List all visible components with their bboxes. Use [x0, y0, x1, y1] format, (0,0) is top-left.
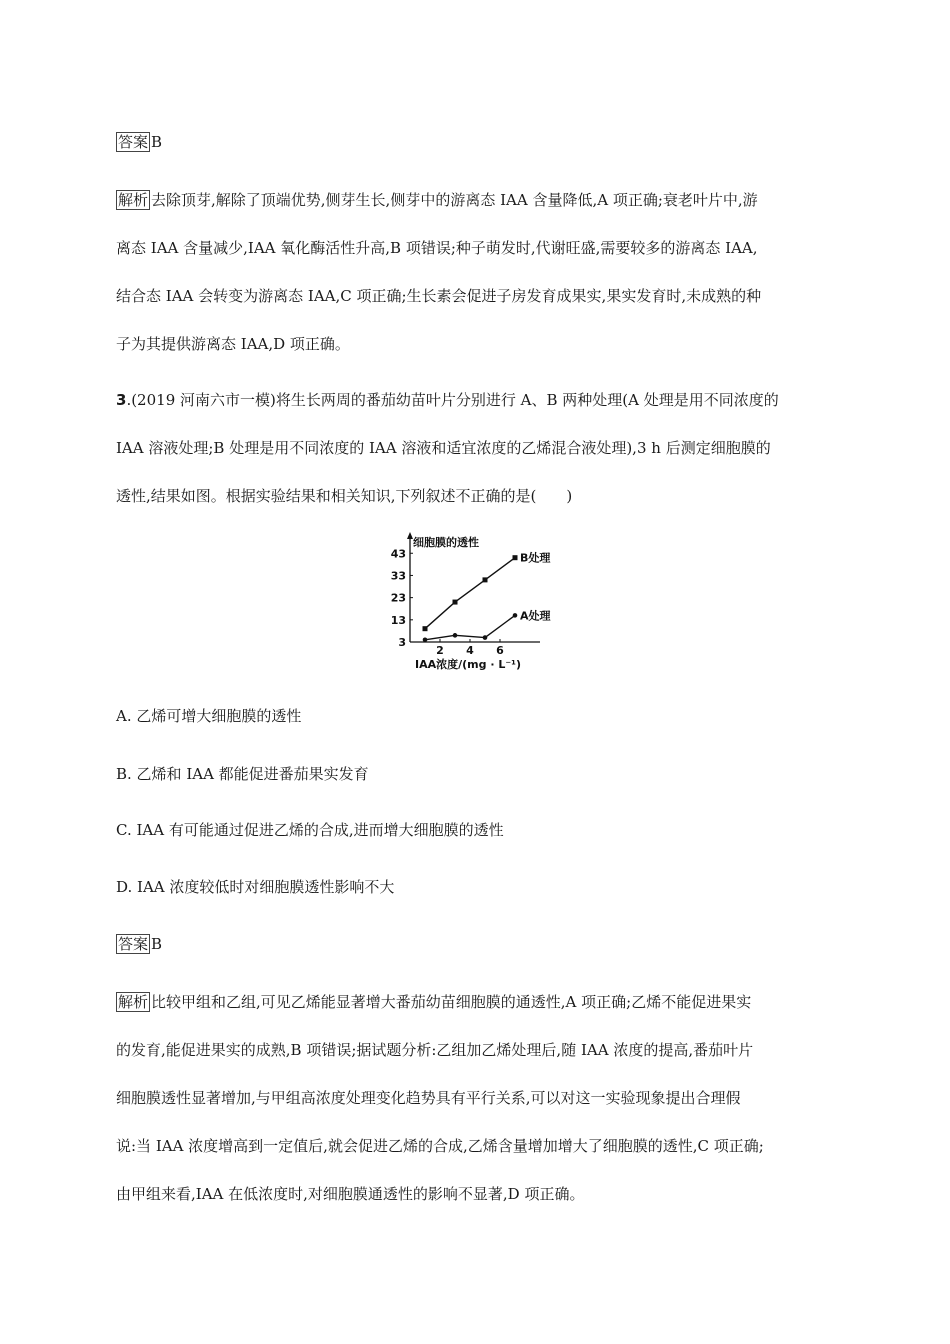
y-tick-label: 3: [398, 636, 406, 649]
analysis-line: [116, 190, 758, 210]
y-tick-label: 13: [390, 613, 406, 627]
analysis-tag: 解析: [118, 191, 149, 209]
data-point: [453, 600, 458, 605]
answer-tag: 答案: [118, 935, 149, 953]
question-text: .(2019 河南六市一模)将生长两周的番茄幼苗叶片分别进行 A、B 两种处理(A 处理是用不同浓度的: [126, 391, 779, 409]
y-tick-label: 33: [390, 569, 406, 583]
y-axis-label: 细胞膜的透性: [413, 536, 479, 549]
x-axis-label: IAA浓度/(mg · L⁻¹): [415, 658, 521, 671]
analysis-line: 由甲组来看,IAA 在低浓度时,对细胞膜通透性的影响不显著,D 项正确。: [116, 1185, 585, 1203]
data-point: [513, 555, 518, 560]
series-line: [425, 558, 515, 629]
analysis-line: 的发育,能促进果实的成熟,B 项错误;据试题分析:乙组加乙烯处理后,随 IAA 浓度的提高,番茄叶片: [116, 1041, 754, 1059]
answer-line-2: [116, 934, 162, 954]
analysis-text: 比较甲组和乙组,可见乙烯能显著增大番茄幼苗细胞膜的通透性,A 项正确;乙烯不能促进果实: [151, 993, 752, 1011]
answer-value: B: [151, 935, 163, 953]
question-stem: [116, 390, 779, 410]
question-stem: IAA 溶液处理;B 处理是用不同浓度的 IAA 溶液和适宜浓度的乙烯混合液处理),3 h 后测定细胞膜的: [116, 439, 771, 457]
data-point: [513, 613, 518, 618]
analysis-line: 说:当 IAA 浓度增高到一定值后,就会促进乙烯的合成,乙烯含量增加增大了细胞膜的透性,C 项正确;: [116, 1137, 764, 1155]
permeability-chart: [380, 530, 580, 680]
option-b: B. 乙烯和 IAA 都能促进番茄果实发育: [116, 765, 369, 783]
y-tick-label: 43: [390, 547, 406, 561]
x-tick-label: 2: [436, 644, 444, 657]
analysis-text: 去除顶芽,解除了顶端优势,侧芽生长,侧芽中的游离态 IAA 含量降低,A 项正确;衰老叶片中,游: [151, 191, 758, 209]
option-a: A. 乙烯可增大细胞膜的透性: [116, 707, 302, 725]
data-point: [423, 637, 428, 642]
option-c: C. IAA 有可能通过促进乙烯的合成,进而增大细胞膜的透性: [116, 821, 504, 839]
series-label: B处理: [520, 551, 551, 565]
answer-line-1: [116, 132, 162, 152]
answer-value: B: [151, 133, 163, 151]
answer-tag: 答案: [118, 133, 149, 151]
x-tick-label: 6: [496, 644, 504, 657]
option-d: D. IAA 浓度较低时对细胞膜透性影响不大: [116, 878, 395, 896]
analysis-line: 子为其提供游离态 IAA,D 项正确。: [116, 335, 350, 353]
data-point: [483, 577, 488, 582]
x-tick-label: 4: [466, 644, 474, 657]
analysis-tag: 解析: [118, 993, 149, 1011]
analysis-line: 细胞膜透性显著增加,与甲组高浓度处理变化趋势具有平行关系,可以对这一实验现象提出合理假: [116, 1089, 741, 1107]
analysis-line: 离态 IAA 含量减少,IAA 氧化酶活性升高,B 项错误;种子萌发时,代谢旺盛,需要较多的游离态 IAA,: [116, 239, 758, 257]
question-number: 3: [116, 391, 127, 409]
series-label: A处理: [520, 609, 551, 623]
data-point: [423, 626, 428, 631]
analysis-line: [116, 992, 751, 1012]
analysis-line: 结合态 IAA 会转变为游离态 IAA,C 项正确;生长素会促进子房发育成果实,果实发育时,未成熟的种: [116, 287, 762, 305]
data-point: [483, 635, 488, 640]
y-tick-label: 23: [390, 591, 406, 605]
data-point: [453, 633, 458, 638]
question-stem: 透性,结果如图。根据实验结果和相关知识,下列叙述不正确的是( ): [116, 487, 573, 505]
series-line: [425, 615, 515, 639]
